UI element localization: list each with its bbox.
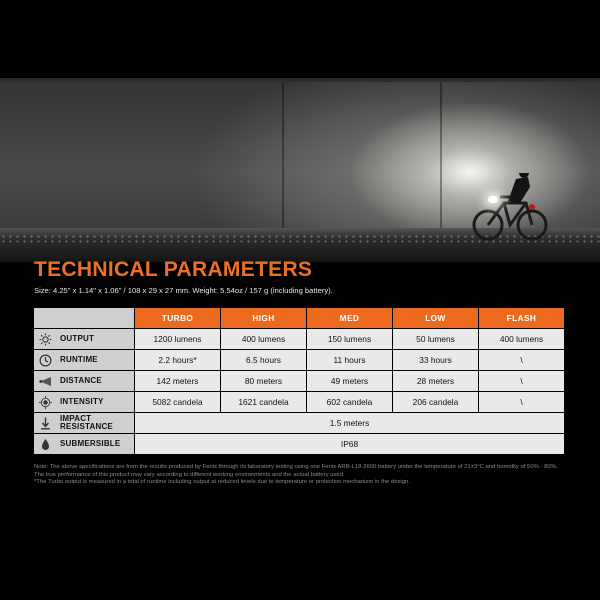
row-label	[34, 392, 134, 412]
cell-distance-turbo: 142 meters	[135, 371, 220, 391]
mode-header-high: HIGH	[221, 308, 306, 328]
cell-distance-flash: \	[479, 371, 564, 391]
cell-output-low: 50 lumens	[393, 329, 478, 349]
cell-distance-high: 80 meters	[221, 371, 306, 391]
cyclist-silhouette	[470, 173, 550, 243]
sun-icon	[39, 333, 52, 346]
row-label-text: SUBMERSIBLE	[60, 439, 121, 448]
row-label-text: IMPACT RESISTANCE	[60, 414, 113, 431]
water-drop-icon	[39, 438, 52, 451]
cell-distance-low: 28 meters	[393, 371, 478, 391]
row-label-text: INTENSITY	[60, 397, 104, 406]
cell-impact-value: 1.5 meters	[135, 413, 564, 433]
cell-submersible-value: IP68	[135, 434, 564, 454]
page-title: TECHNICAL PARAMETERS	[34, 258, 313, 281]
cell-intensity-flash: \	[479, 392, 564, 412]
mode-header-row	[34, 308, 564, 328]
cell-output-high: 400 lumens	[221, 329, 306, 349]
intensity-icon	[39, 396, 52, 409]
table-row-distance	[34, 371, 564, 391]
row-label	[34, 413, 134, 433]
row-label-text: OUTPUT	[60, 334, 95, 343]
cell-runtime-high: 6.5 hours	[221, 350, 306, 370]
row-label	[34, 350, 134, 370]
table-corner	[34, 308, 134, 328]
table-row-submersible	[34, 434, 564, 454]
mode-header-med: MED	[307, 308, 392, 328]
cell-intensity-high: 1621 candela	[221, 392, 306, 412]
cell-runtime-turbo: 2.2 hours*	[135, 350, 220, 370]
row-label	[34, 371, 134, 391]
cell-intensity-turbo: 5082 candela	[135, 392, 220, 412]
hero-photo	[0, 78, 600, 262]
row-label	[34, 434, 134, 454]
cell-output-turbo: 1200 lumens	[135, 329, 220, 349]
footnotes	[34, 464, 566, 487]
mode-header-turbo: TURBO	[135, 308, 220, 328]
bike-light	[488, 196, 498, 203]
footnote-turbo: *The Turbo output is measured in a total of runtime including output at reduced levels due to temperature or protection mechanism in the design.	[34, 479, 410, 486]
beam-icon	[39, 375, 52, 388]
cell-output-med: 150 lumens	[307, 329, 392, 349]
cell-runtime-low: 33 hours	[393, 350, 478, 370]
row-label-text: DISTANCE	[60, 376, 102, 385]
clock-icon	[39, 354, 52, 367]
cell-output-flash: 400 lumens	[479, 329, 564, 349]
cell-intensity-med: 602 candela	[307, 392, 392, 412]
table-row-output	[34, 329, 564, 349]
table-row-intensity	[34, 392, 564, 412]
wall-joint	[282, 82, 284, 232]
cell-runtime-med: 11 hours	[307, 350, 392, 370]
wall-joint	[440, 82, 442, 232]
cell-runtime-flash: \	[479, 350, 564, 370]
table-row-runtime	[34, 350, 564, 370]
row-label-text: RUNTIME	[60, 355, 98, 364]
footnote-note: Note: The above specifications are from the results produced by Fenix through its laboratory testing using one Fenix ARB-L18-2600 battery under the temperature of 21±3°C and humidity of 50% - 80%. The true performance of this product may vary according to different working environments and the actual battery used.	[34, 464, 558, 478]
mode-header-flash: FLASH	[479, 308, 564, 328]
cell-intensity-low: 206 candela	[393, 392, 478, 412]
size-weight-info: Size: 4.25" x 1.14" x 1.06" / 108 x 29 x 27 mm. Weight: 5.54oz / 157 g (including battery).	[34, 286, 333, 295]
mode-header-low: LOW	[393, 308, 478, 328]
table-row-impact	[34, 413, 564, 433]
cell-distance-med: 49 meters	[307, 371, 392, 391]
parameters-table	[33, 307, 565, 455]
row-label	[34, 329, 134, 349]
impact-arrow-icon	[39, 417, 52, 430]
